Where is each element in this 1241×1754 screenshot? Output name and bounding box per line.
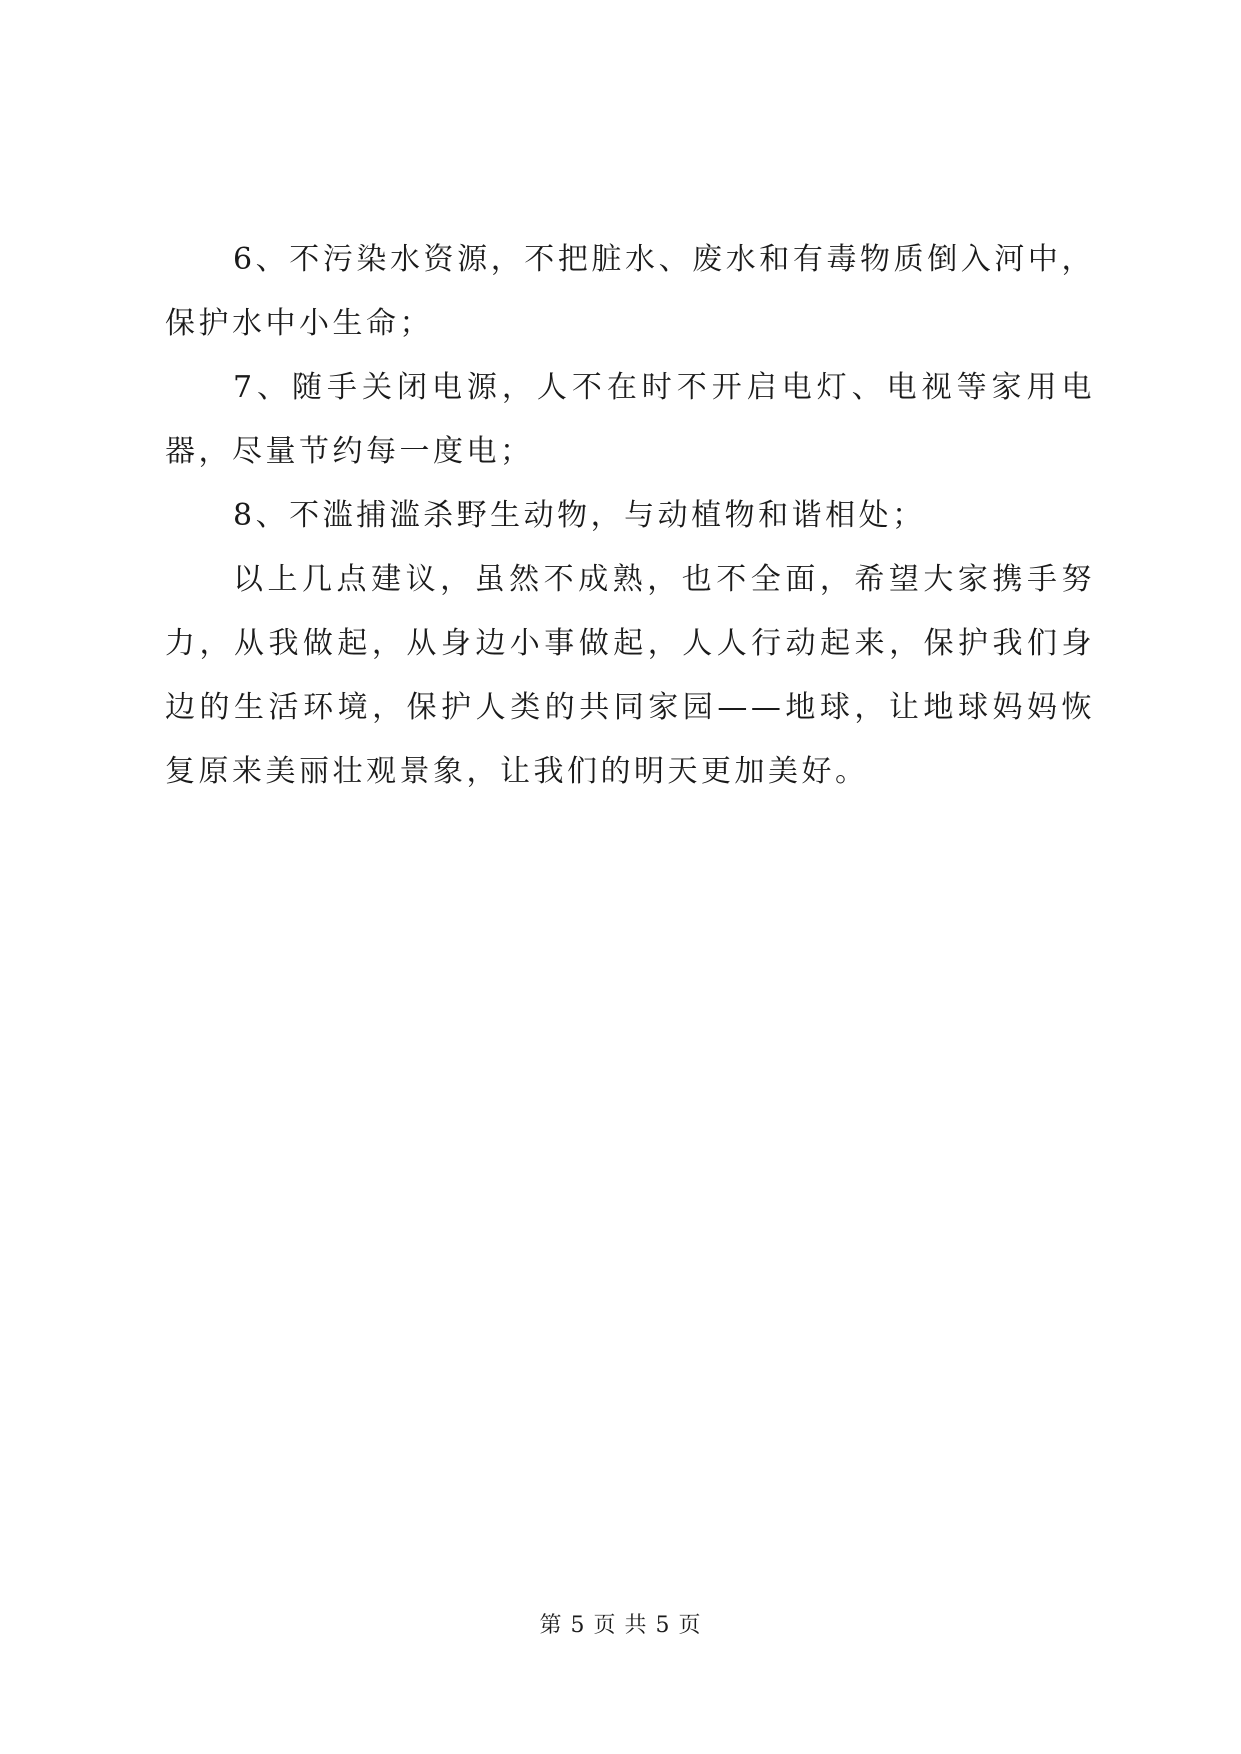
paragraph-item-7: 7、随手关闭电源，人不在时不开启电灯、电视等家用电器，尽量节约每一度电； <box>165 370 1095 469</box>
paragraph-item-6: 6、不污染水资源，不把脏水、废水和有毒物质倒入河中，保护水中小生命； <box>165 242 1095 341</box>
page-number-label: 第 5 页 共 5 页 <box>539 1613 702 1638</box>
page-footer <box>0 1608 1241 1639</box>
paragraph-item-8: 8、不滥捕滥杀野生动物，与动植物和谐相处； <box>233 498 926 533</box>
document-body <box>165 228 1095 804</box>
paragraph-conclusion: 以上几点建议，虽然不成熟，也不全面，希望大家携手努力，从我做起，从身边小事做起，人人行动起来，保护我们身边的生活环境，保护人类的共同家园——地球，让地球妈妈恢复原来美丽壮观景象，让我们的明天更加美好。 <box>165 562 1095 789</box>
